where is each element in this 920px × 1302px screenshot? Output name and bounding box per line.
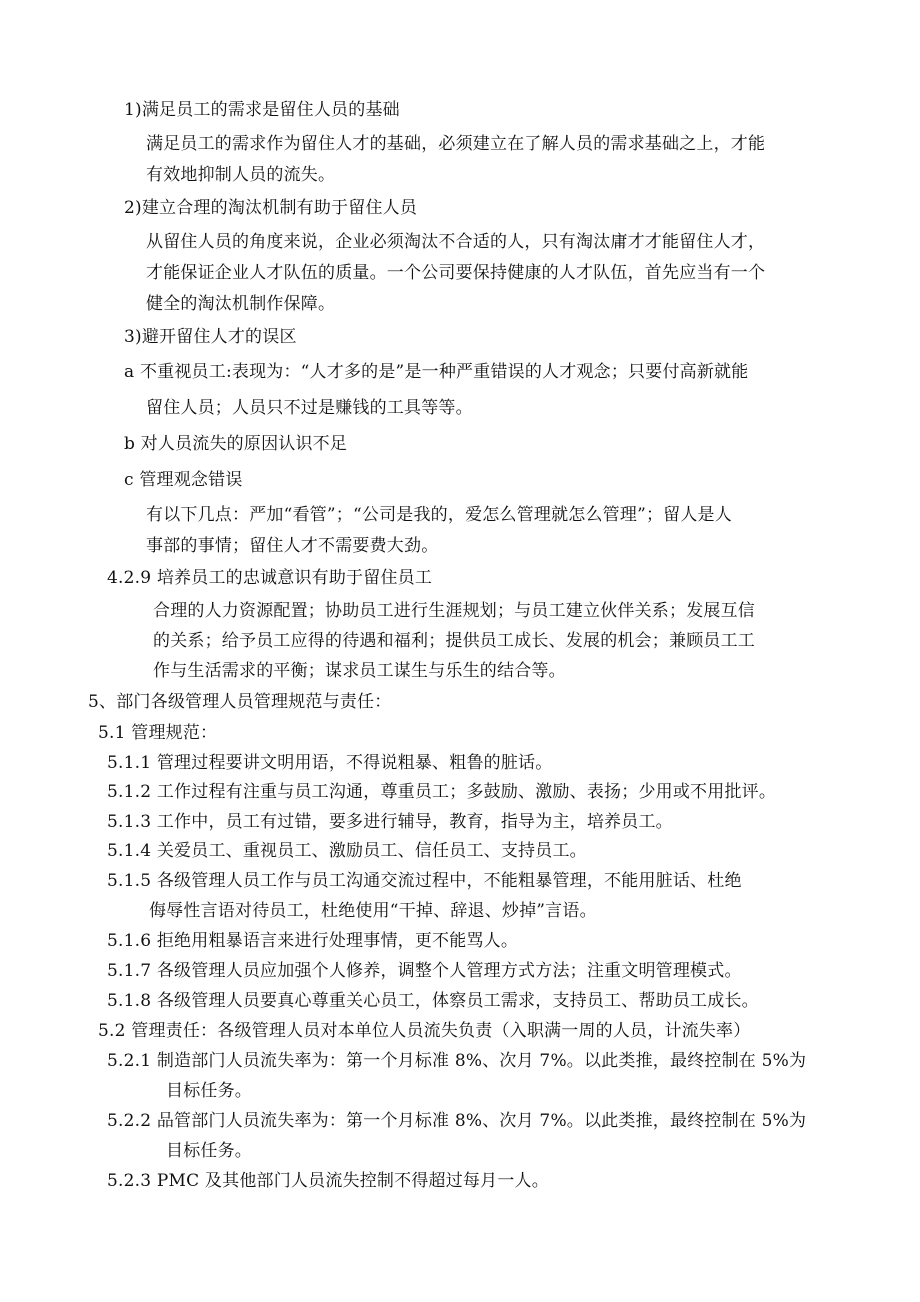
text-line: 5.2.2 品管部门人员流失率为：第一个月标准 8%、次月 7%。以此类推，最终控制在 5%为 [107,1111,807,1131]
text-line: 3)避开留住人才的误区 [124,327,297,347]
text-line: c 管理观念错误 [124,470,243,490]
text-line: 5.1.4 关爱员工、重视员工、激励员工、信任员工、支持员工。 [107,841,587,861]
text-line: 才能保证企业人才队伍的质量。一个公司要保持健康的人才队伍，首先应当有一个 [146,263,766,283]
section-heading: 5.1 管理规范： [98,723,218,743]
section-heading: 5、部门各级管理人员管理规范与责任： [88,692,392,712]
text-line: 5.2.3 PMC 及其他部门人员流失控制不得超过每月一人。 [107,1171,549,1191]
text-line: 合理的人力资源配置；协助员工进行生涯规划；与员工建立伙伴关系；发展互信 [153,601,755,621]
text-line: 侮辱性言语对待员工，杜绝使用“干掉、辞退、炒掉”言语。 [149,901,597,921]
text-line: 5.1.3 工作中，员工有过错，要多进行辅导，教育，指导为主，培养员工。 [107,812,673,832]
text-line: 5.1.8 各级管理人员要真心尊重关心员工，体察员工需求，支持员工、帮助员工成长。 [107,991,759,1011]
text-line: b 对人员流失的原因认识不足 [124,434,348,454]
text-line: 事部的事情；留住人才不需要费大劲。 [146,536,439,556]
text-line: 有效地抑制人员的流失。 [146,165,336,185]
section-heading: 5.2 管理责任：各级管理人员对本单位人员流失负责（入职满一周的人员，计流失率） [98,1021,751,1041]
text-line: 2)建立合理的淘汰机制有助于留住人员 [124,198,418,218]
text-line: 有以下几点：严加“看管”；“公司是我的，爱怎么管理就怎么管理”；留人是人 [146,505,732,525]
text-line: 5.1.5 各级管理人员工作与员工沟通交流过程中，不能粗暴管理，不能用脏话、杜绝 [107,871,742,891]
text-line: 满足员工的需求作为留住人才的基础，必须建立在了解人员的需求基础之上，才能 [146,134,766,154]
text-line: 健全的淘汰机制作保障。 [146,294,336,314]
text-line: 目标任务。 [166,1081,252,1101]
text-line: 5.1.7 各级管理人员应加强个人修养，调整个人管理方式方法；注重文明管理模式。 [107,961,742,981]
text-line: 留住人员；人员只不过是赚钱的工具等等。 [146,398,473,418]
text-line: 目标任务。 [166,1141,252,1161]
text-line: 5.1.6 拒绝用粗暴语言来进行处理事情，更不能骂人。 [107,931,519,951]
section-heading: 4.2.9 培养员工的忠诚意识有助于留住员工 [107,568,433,588]
text-line: 5.2.1 制造部门人员流失率为：第一个月标准 8%、次月 7%。以此类推，最终控制在 5%为 [107,1051,807,1071]
text-line: a 不重视员工:表现为：“人才多的是”是一种严重错误的人才观念；只要付高新就能 [124,362,749,382]
text-line: 的关系；给予员工应得的待遇和福利；提供员工成长、发展的机会；兼顾员工工 [153,631,755,651]
text-line: 5.1.2 工作过程有注重与员工沟通，尊重员工；多鼓励、激励、表扬；少用或不用批评。 [107,782,777,802]
text-line: 作与生活需求的平衡；谋求员工谋生与乐生的结合等。 [153,661,566,681]
text-line: 从留住人员的角度来说，企业必须淘汰不合适的人，只有淘汰庸才才能留住人才， [146,232,766,252]
text-line: 5.1.1 管理过程要讲文明用语，不得说粗暴、粗鲁的脏话。 [107,753,553,773]
text-line: 1)满足员工的需求是留住人员的基础 [124,100,400,120]
